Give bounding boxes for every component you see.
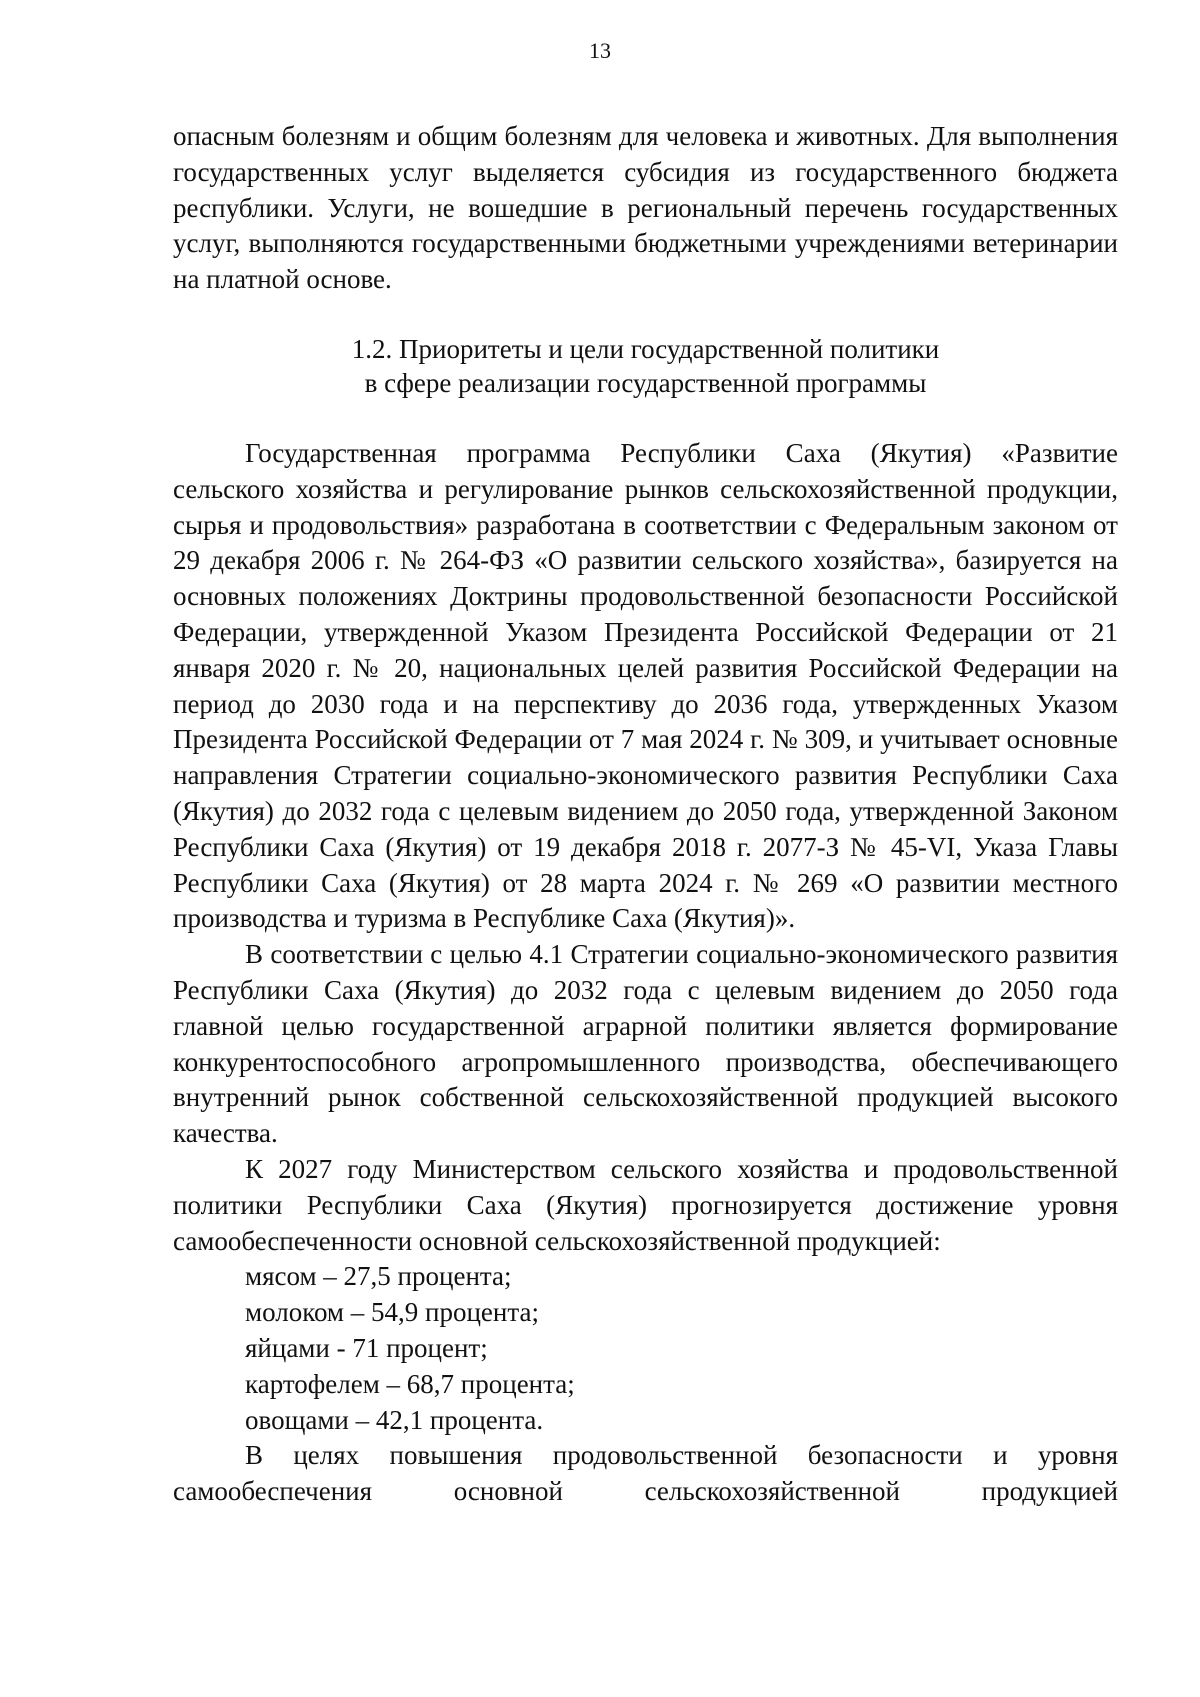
list-item: овощами – 42,1 процента. (245, 1404, 544, 1435)
paragraph-main-goal: В соответствии с целью 4.1 Стратегии социально-экономического развития Республики Саха (Якутия) до 2032 года с целевым видением до 2050 года главной целью государственной аграрной политики является формирование конкурентоспособного агропромышленного производства, обеспечивающего внутренний рынок собственной сельскохозяйственной продукцией высокого качества. (173, 939, 1118, 1149)
paragraph-continued: опасным болезням и общим болезням для человека и животных. Для выполнения государственных услуг выделяется субсидия из государственного бюджета республики. Услуги, не вошедшие в региональный перечень государственных услуг, выполняются государственными бюджетными учреждениями ветеринарии на платной основе. (173, 121, 1118, 295)
section-heading-line-2: в сфере реализации государственной программы (364, 367, 927, 398)
section-heading-line-1: 1.2. Приоритеты и цели государственной политики (351, 333, 940, 364)
paragraph-forecast: К 2027 году Министерством сельского хозяйства и продовольственной политики Республики Саха (Якутия) прогнозируется достижение уровня самообеспеченности основной сельскохозяйственной продукцией: (173, 1153, 1118, 1256)
list-item: мясом – 27,5 процента; (245, 1261, 512, 1292)
section-heading (173, 332, 1118, 400)
paragraph-program-basis: Государственная программа Республики Саха (Якутия) «Развитие сельского хозяйства и регулирование рынков сельскохозяйственной продукции, сырья и продовольствия» разработана в соответствии с Федеральным законом от 29 декабря 2006 г. № 264-ФЗ «О развитии сельского хозяйства», базируется на основных положениях Доктрины продовольственной безопасности Российской Федерации, утвержденной Указом Президента Российской Федерации от 21 января 2020 г. № 20, национальных целей развития Российской Федерации на период до 2030 года и на перспективу до 2036 года, утвержденных Указом Президента Российской Федерации от 7 мая 2024 г. № 309, и учитывает основные направления Стратегии социально-экономического развития Республики Саха (Якутия) до 2032 года с целевым видением до 2050 года, утвержденной Законом Республики Саха (Якутия) от 19 декабря 2018 г. 2077-З № 45-VI, Указа Главы Республики Саха (Якутия) от 28 марта 2024 г. № 269 «О развитии местного производства и туризма в Республике Саха (Якутия)». (173, 437, 1118, 934)
paragraph-last: В целях повышения продовольственной безопасности и уровня самообеспечения основной сельскохозяйственной продукцией (173, 1440, 1118, 1507)
list-item: яйцами - 71 процент; (245, 1332, 488, 1363)
document-body (173, 119, 1118, 1510)
list-item: молоком – 54,9 процента; (245, 1297, 539, 1328)
list-item: картофелем – 68,7 процента; (245, 1368, 575, 1399)
self-sufficiency-list (173, 1259, 1118, 1438)
page-number: 13 (589, 38, 611, 63)
